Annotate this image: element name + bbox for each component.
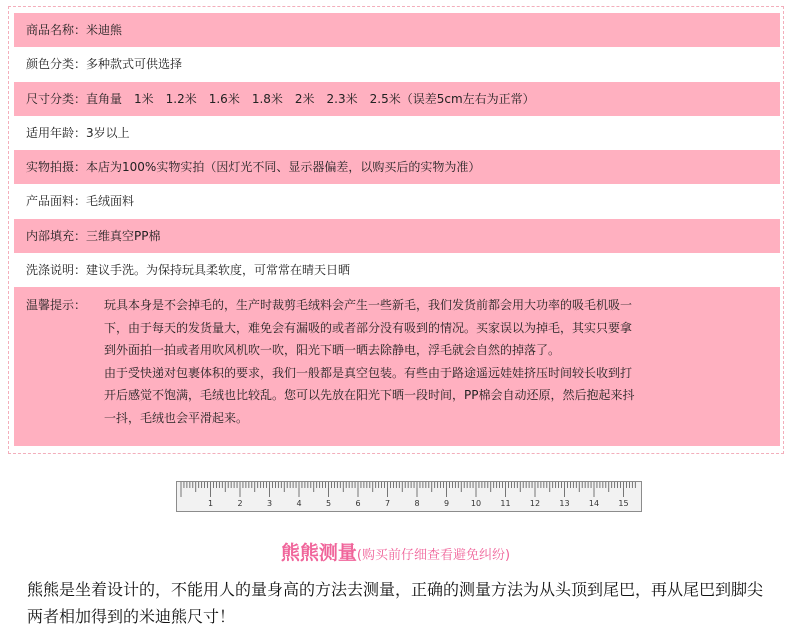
notice-line: 开后感觉不饱满，毛绒也比较乱。您可以先放在阳光下晒一段时间，PP棉会自动还原，然后抱起来抖: [104, 388, 635, 402]
ruler-number: 10: [470, 499, 482, 508]
spec-row-fabric: [14, 184, 780, 218]
spec-label: 商品名称：: [26, 23, 87, 37]
spec-value: 本店为100%实物实拍（因灯光不同、显示器偏差，以购买后的实物为准）: [86, 160, 481, 174]
spec-row-color: [14, 47, 780, 81]
notice-line: 一抖，毛绒也会平滑起来。: [104, 410, 249, 425]
ruler-graphic: [176, 481, 642, 512]
spec-value: 3岁以上: [86, 126, 130, 140]
spec-row-washing: [14, 253, 780, 287]
spec-value: 直角量 1米 1.2米 1.6米 1.8米 2米 2.3米 2.5米（误差5cm左右为正常）: [86, 92, 535, 106]
notice-box: [14, 287, 780, 446]
notice-label: 温馨提示：: [26, 298, 87, 312]
notice-line: 到外面拍一拍或者用吹风机吹一吹，阳光下晒一晒去除静电，浮毛就会自然的掉落了。: [104, 343, 561, 357]
spec-row-age: [14, 116, 780, 150]
ruler-number: 7: [384, 499, 391, 508]
spec-value: 多种款式可供选择: [86, 57, 183, 71]
ruler-number: 12: [529, 499, 541, 508]
ruler-number: 5: [325, 499, 332, 508]
notice-body: [104, 294, 770, 429]
spec-label: 适用年龄：: [26, 126, 87, 140]
spec-value: 三维真空PP棉: [86, 229, 161, 243]
notice-line: 下，由于每天的发货量大，难免会有漏吸的或者部分没有吸到的情况。买家误以为掉毛，其实只要拿: [104, 320, 633, 335]
ruler-number: 9: [443, 499, 450, 508]
spec-label: 产品面料：: [26, 194, 87, 208]
measure-description: 熊熊是坐着设计的，不能用人的量身高的方法去测量，正确的测量方法为从头顶到尾巴，再从尾巴到脚尖两者相加得到的米迪熊尺寸！: [27, 580, 764, 626]
ruler-number: 4: [296, 499, 302, 508]
spec-label: 实物拍摄：: [26, 160, 87, 174]
ruler-number: 6: [355, 499, 361, 508]
spec-value: 米迪熊: [86, 23, 123, 37]
ruler-number: 3: [266, 499, 273, 508]
ruler-number: 13: [559, 499, 570, 508]
spec-row-photo: [14, 150, 780, 184]
ruler-number: 8: [414, 499, 420, 508]
spec-label: 洗涤说明：: [26, 263, 87, 277]
notice-line: 玩具本身是不会掉毛的，生产时裁剪毛绒料会产生一些新毛，我们发货前都会用大功率的吸毛机吸一: [104, 298, 633, 312]
notice-line: 由于受快递对包裹体积的要求，我们一般都是真空包装。有些由于路途遥远娃娃挤压时间较长收到打: [104, 365, 633, 380]
ruler-number: 1: [207, 499, 214, 508]
ruler-number: 11: [500, 499, 511, 508]
spec-value: 毛绒面料: [86, 194, 135, 208]
spec-label: 内部填充：: [26, 229, 87, 243]
measure-title: 熊熊测量: [280, 542, 357, 564]
spec-row-size: [14, 82, 780, 116]
spec-label: 颜色分类：: [26, 57, 87, 71]
spec-row-filling: [14, 219, 780, 253]
spec-label: 尺寸分类：: [26, 92, 87, 106]
spec-row-product-name: [14, 13, 780, 47]
ruler-number: 15: [618, 499, 629, 508]
ruler-svg: [177, 482, 641, 511]
ruler-number: 2: [237, 499, 243, 508]
ruler-number: 14: [588, 499, 600, 508]
spec-value: 建议手洗。为保持玩具柔软度，可常常在晴天日晒: [86, 263, 351, 277]
measure-heading: [0, 538, 791, 565]
measure-subtitle: (购买前仔细查看避免纠纷): [356, 548, 511, 563]
